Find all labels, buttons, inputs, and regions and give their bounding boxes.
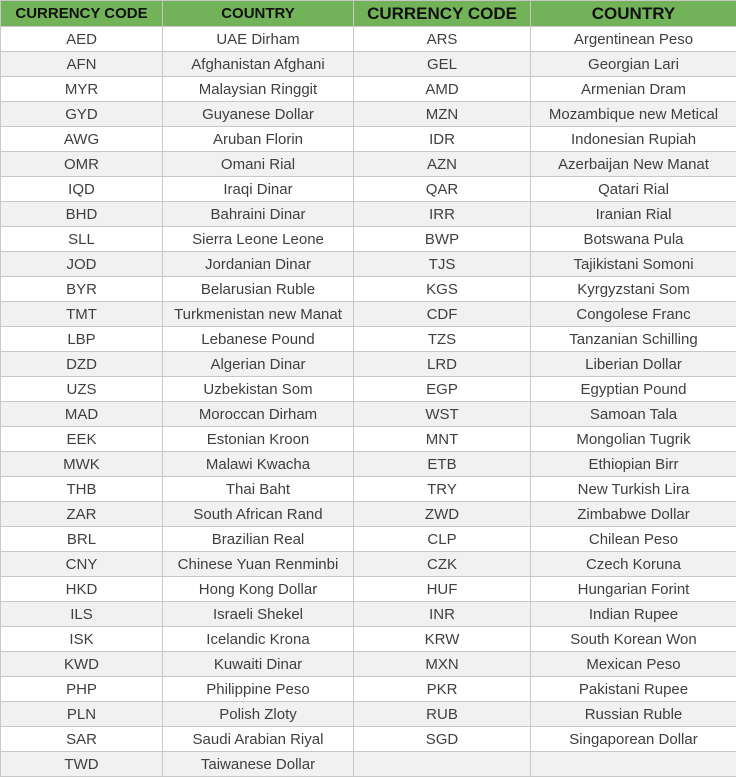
currency-code-cell: KRW [354, 627, 531, 652]
currency-code-cell: TJS [354, 252, 531, 277]
currency-code-cell: PHP [1, 677, 163, 702]
currency-code-cell: THB [1, 477, 163, 502]
country-cell: Kuwaiti Dinar [163, 652, 354, 677]
country-cell: Czech Koruna [531, 552, 736, 577]
country-cell: Moroccan Dirham [163, 402, 354, 427]
country-cell: Ethiopian Birr [531, 452, 736, 477]
country-cell [531, 752, 736, 777]
country-cell: Russian Ruble [531, 702, 736, 727]
table-row [1, 227, 736, 252]
country-cell: Belarusian Ruble [163, 277, 354, 302]
table-row [1, 502, 736, 527]
country-cell: Hong Kong Dollar [163, 577, 354, 602]
table-row [1, 452, 736, 477]
table-row [1, 427, 736, 452]
currency-code-cell: BWP [354, 227, 531, 252]
country-cell: Icelandic Krona [163, 627, 354, 652]
currency-code-cell: CLP [354, 527, 531, 552]
currency-code-cell: ZWD [354, 502, 531, 527]
currency-code-cell: MNT [354, 427, 531, 452]
country-cell: Qatari Rial [531, 177, 736, 202]
country-cell: South African Rand [163, 502, 354, 527]
table-row [1, 377, 736, 402]
currency-code-cell: ISK [1, 627, 163, 652]
country-cell: Tajikistani Somoni [531, 252, 736, 277]
country-cell: Tanzanian Schilling [531, 327, 736, 352]
table-row [1, 577, 736, 602]
country-cell: Chinese Yuan Renminbi [163, 552, 354, 577]
currency-code-cell [354, 752, 531, 777]
country-cell: Hungarian Forint [531, 577, 736, 602]
country-cell: Thai Baht [163, 477, 354, 502]
country-cell: Indonesian Rupiah [531, 127, 736, 152]
country-cell: Taiwanese Dollar [163, 752, 354, 777]
table-row [1, 552, 736, 577]
table-row [1, 77, 736, 102]
country-cell: Georgian Lari [531, 52, 736, 77]
currency-code-cell: TWD [1, 752, 163, 777]
country-cell: Bahraini Dinar [163, 202, 354, 227]
currency-code-cell: AWG [1, 127, 163, 152]
country-cell: Argentinean Peso [531, 27, 736, 52]
country-cell: Jordanian Dinar [163, 252, 354, 277]
country-cell: Algerian Dinar [163, 352, 354, 377]
country-cell: Indian Rupee [531, 602, 736, 627]
currency-code-cell: AFN [1, 52, 163, 77]
country-cell: Turkmenistan new Manat [163, 302, 354, 327]
country-cell: Omani Rial [163, 152, 354, 177]
header-currency-code-1: CURRENCY CODE [1, 1, 163, 27]
table-row [1, 277, 736, 302]
country-cell: Mexican Peso [531, 652, 736, 677]
country-cell: Uzbekistan Som [163, 377, 354, 402]
table-row [1, 677, 736, 702]
currency-code-cell: OMR [1, 152, 163, 177]
currency-code-cell: RUB [354, 702, 531, 727]
currency-code-cell: IDR [354, 127, 531, 152]
currency-code-cell: BHD [1, 202, 163, 227]
currency-code-cell: MYR [1, 77, 163, 102]
currency-code-cell: PLN [1, 702, 163, 727]
table-row [1, 477, 736, 502]
country-cell: Brazilian Real [163, 527, 354, 552]
currency-code-cell: DZD [1, 352, 163, 377]
table-row [1, 177, 736, 202]
currency-code-cell: EGP [354, 377, 531, 402]
country-cell: Iranian Rial [531, 202, 736, 227]
header-country-1: COUNTRY [163, 1, 354, 27]
table-row [1, 602, 736, 627]
currency-code-cell: BYR [1, 277, 163, 302]
currency-code-cell: IRR [354, 202, 531, 227]
table-row [1, 352, 736, 377]
currency-code-cell: EEK [1, 427, 163, 452]
currency-code-cell: QAR [354, 177, 531, 202]
country-cell: Armenian Dram [531, 77, 736, 102]
country-cell: South Korean Won [531, 627, 736, 652]
header-currency-code-2: CURRENCY CODE [354, 1, 531, 27]
country-cell: Pakistani Rupee [531, 677, 736, 702]
currency-code-cell: MWK [1, 452, 163, 477]
currency-code-cell: UZS [1, 377, 163, 402]
currency-code-cell: ARS [354, 27, 531, 52]
table-row [1, 702, 736, 727]
currency-code-cell: SGD [354, 727, 531, 752]
country-cell: Iraqi Dinar [163, 177, 354, 202]
currency-code-cell: ETB [354, 452, 531, 477]
country-cell: Singaporean Dollar [531, 727, 736, 752]
table-row [1, 327, 736, 352]
currency-code-cell: GEL [354, 52, 531, 77]
country-cell: Azerbaijan New Manat [531, 152, 736, 177]
table-row [1, 152, 736, 177]
currency-code-cell: AED [1, 27, 163, 52]
table-row [1, 202, 736, 227]
country-cell: Lebanese Pound [163, 327, 354, 352]
currency-code-cell: MZN [354, 102, 531, 127]
currency-code-cell: GYD [1, 102, 163, 127]
country-cell: Guyanese Dollar [163, 102, 354, 127]
currency-code-cell: IQD [1, 177, 163, 202]
currency-code-cell: AMD [354, 77, 531, 102]
country-cell: Liberian Dollar [531, 352, 736, 377]
currency-code-cell: WST [354, 402, 531, 427]
table-row [1, 752, 736, 777]
table-row [1, 127, 736, 152]
country-cell: Mozambique new Metical [531, 102, 736, 127]
currency-code-cell: KWD [1, 652, 163, 677]
country-cell: Congolese Franc [531, 302, 736, 327]
country-cell: Sierra Leone Leone [163, 227, 354, 252]
currency-code-cell: JOD [1, 252, 163, 277]
header-row [1, 1, 736, 27]
currency-code-cell: TRY [354, 477, 531, 502]
country-cell: Israeli Shekel [163, 602, 354, 627]
currency-code-cell: HKD [1, 577, 163, 602]
country-cell: Polish Zloty [163, 702, 354, 727]
country-cell: Mongolian Tugrik [531, 427, 736, 452]
currency-code-cell: TMT [1, 302, 163, 327]
country-cell: Estonian Kroon [163, 427, 354, 452]
currency-code-cell: AZN [354, 152, 531, 177]
country-cell: Kyrgyzstani Som [531, 277, 736, 302]
currency-code-cell: HUF [354, 577, 531, 602]
currency-code-cell: PKR [354, 677, 531, 702]
currency-code-cell: TZS [354, 327, 531, 352]
currency-code-cell: CDF [354, 302, 531, 327]
currency-code-cell: MXN [354, 652, 531, 677]
country-cell: Botswana Pula [531, 227, 736, 252]
table-row [1, 627, 736, 652]
header-country-2: COUNTRY [531, 1, 736, 27]
table-row [1, 252, 736, 277]
country-cell: Philippine Peso [163, 677, 354, 702]
country-cell: Malaysian Ringgit [163, 77, 354, 102]
country-cell: New Turkish Lira [531, 477, 736, 502]
currency-code-cell: ZAR [1, 502, 163, 527]
currency-code-cell: LRD [354, 352, 531, 377]
table-row [1, 27, 736, 52]
table-row [1, 652, 736, 677]
currency-code-cell: INR [354, 602, 531, 627]
country-cell: Samoan Tala [531, 402, 736, 427]
currency-code-cell: SAR [1, 727, 163, 752]
table-row [1, 727, 736, 752]
country-cell: Chilean Peso [531, 527, 736, 552]
table-row [1, 527, 736, 552]
table-row [1, 52, 736, 77]
country-cell: Egyptian Pound [531, 377, 736, 402]
currency-code-cell: SLL [1, 227, 163, 252]
table-row [1, 102, 736, 127]
currency-code-cell: MAD [1, 402, 163, 427]
currency-code-cell: CNY [1, 552, 163, 577]
country-cell: Afghanistan Afghani [163, 52, 354, 77]
table-body [1, 27, 736, 777]
currency-code-cell: CZK [354, 552, 531, 577]
table-row [1, 302, 736, 327]
table-header [1, 1, 736, 27]
country-cell: Aruban Florin [163, 127, 354, 152]
currency-code-cell: LBP [1, 327, 163, 352]
currency-code-cell: BRL [1, 527, 163, 552]
country-cell: Zimbabwe Dollar [531, 502, 736, 527]
country-cell: UAE Dirham [163, 27, 354, 52]
currency-code-cell: KGS [354, 277, 531, 302]
country-cell: Saudi Arabian Riyal [163, 727, 354, 752]
currency-code-cell: ILS [1, 602, 163, 627]
country-cell: Malawi Kwacha [163, 452, 354, 477]
table-row [1, 402, 736, 427]
